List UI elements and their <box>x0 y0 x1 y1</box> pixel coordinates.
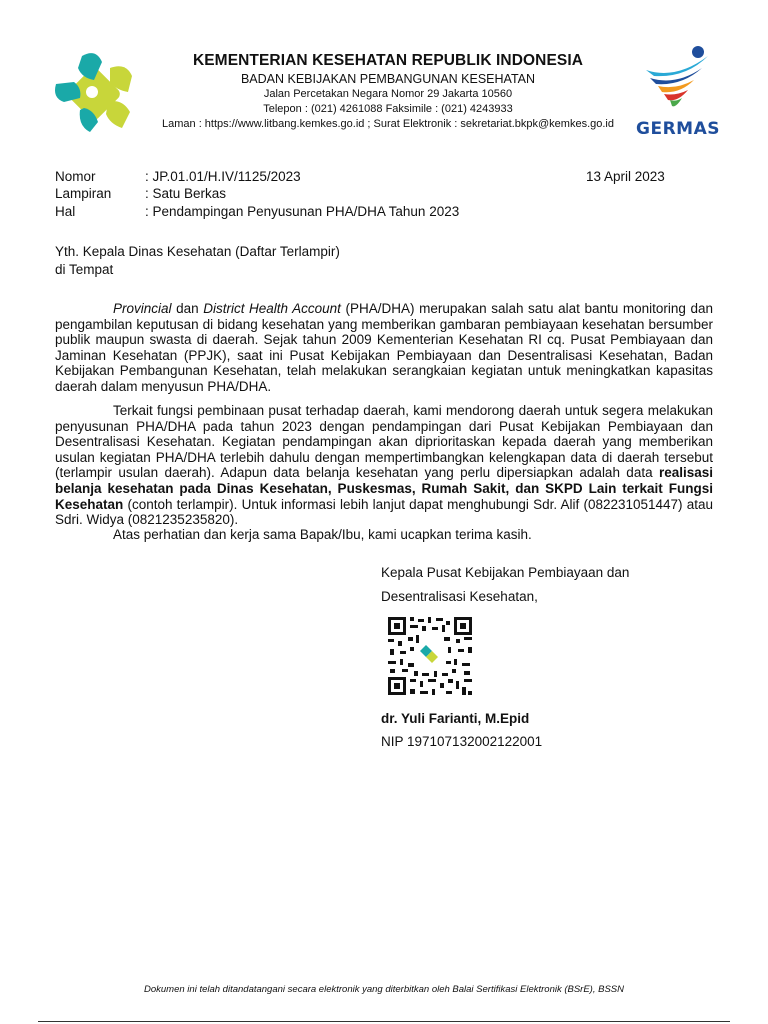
lampiran-label: Lampiran <box>55 186 112 201</box>
germas-label: GERMAS <box>636 119 720 139</box>
ministry-name: KEMENTERIAN KESEHATAN REPUBLIK INDONESIA <box>192 52 584 69</box>
signer-name: dr. Yuli Farianti, M.Epid <box>381 711 530 726</box>
paragraph-2: Terkait fungsi pembinaan pusat terhadap daerah, kami mendorong daerah untuk segera melakukan penyusunan PHA/DHA pada tahun 2023 dengan pendampingan dari Pusat Kebijakan Pembiayaan dan Desentralisasi Kesehatan. Kegiatan pendampingan akan diprioritaskan kepada daerah yang memberikan usulan kegiatan PHA/DHA terlebih dahulu dengan mempertimbangkan kelengkapan data di daerah tersebut (terlampir usulan daerah). Adapun data belanja kesehatan yang perlu dipersiapkan adalah data realisasi belanja kesehatan pada Dinas Kesehatan, Puskesmas, Rumah Sakit, dan SKPD Lain terkait Fungsi Kesehatan (contoh terlampir). Untuk informasi lebih lanjut dapat menghubungi Sdr. Alif (082231051447) atau Sdri. Widya (0821235235820). <box>55 403 713 528</box>
footer-note: Dokumen ini telah ditandatangani secara elektronik yang diterbitkan oleh Balai Sertifikasi Elektronik (BSrE), BSSN <box>144 984 624 995</box>
required-data: realisasi belanja kesehatan pada Dinas Kesehatan, Puskesmas, Rumah Sakit, dan SKPD Lain terkait Fungsi Kesehatan <box>55 465 713 512</box>
nomor-label: Nomor <box>55 169 96 184</box>
paragraph-1: Provincial dan District Health Account (PHA/DHA) merupakan salah satu alat bantu monitoring dan pengambilan keputusan di bidang kesehatan yang memberikan gambaran pembiayaan kesehatan bersumber publik maupun swasta di daerah. Sejak tahun 2009 Kementerian Kesehatan RI cq. Pusat Pembiayaan dan Jaminan Kesehatan (PPJK), saat ini Pusat Kebijakan Pembiayaan dan Desentralisasi Kesehatan, Badan Kebijakan Pembangunan Kesehatan, telah melakukan serangkaian kegiatan untuk meningkatkan kapasitas daerah dalam menyusun PHA/DHA. <box>55 301 713 394</box>
paragraph-3: Atas perhatian dan kerja sama Bapak/Ibu, kami ucapkan terima kasih. <box>113 527 532 542</box>
footer-divider <box>38 1021 730 1022</box>
hal-label: Hal <box>55 204 76 219</box>
germas-figure-icon <box>636 42 718 112</box>
letter-date: 13 April 2023 <box>586 169 665 184</box>
nomor-value: : JP.01.01/H.IV/1125/2023 <box>145 169 301 184</box>
signer-title-2: Desentralisasi Kesehatan, <box>381 589 538 604</box>
hal-value: : Pendampingan Penyusunan PHA/DHA Tahun 2023 <box>145 204 460 219</box>
recipient-place: di Tempat <box>55 262 114 277</box>
term-provincial: Provincial <box>113 301 172 316</box>
kemenkes-logo <box>52 48 138 138</box>
germas-logo <box>636 42 720 139</box>
signer-nip: NIP 197107132002122001 <box>381 734 543 749</box>
agency-web[interactable]: Laman : https://www.litbang.kemkes.go.id ; Surat Elektronik : sekretariat.bkpk@kemkes.go.id <box>162 118 614 130</box>
recipient-line: Yth. Kepala Dinas Kesehatan (Daftar Terlampir) <box>55 244 340 259</box>
agency-phone: Telepon : (021) 4261088 Faksimile : (021) 4243933 <box>263 103 513 115</box>
signer-title-1: Kepala Pusat Kebijakan Pembiayaan dan <box>381 565 630 580</box>
agency-address: Jalan Percetakan Negara Nomor 29 Jakarta 10560 <box>263 88 513 100</box>
lampiran-value: : Satu Berkas <box>145 186 227 201</box>
agency-name: BADAN KEBIJAKAN PEMBANGUNAN KESEHATAN <box>240 72 536 86</box>
term-dha: District Health Account <box>203 301 341 316</box>
qr-code-icon <box>386 615 474 697</box>
